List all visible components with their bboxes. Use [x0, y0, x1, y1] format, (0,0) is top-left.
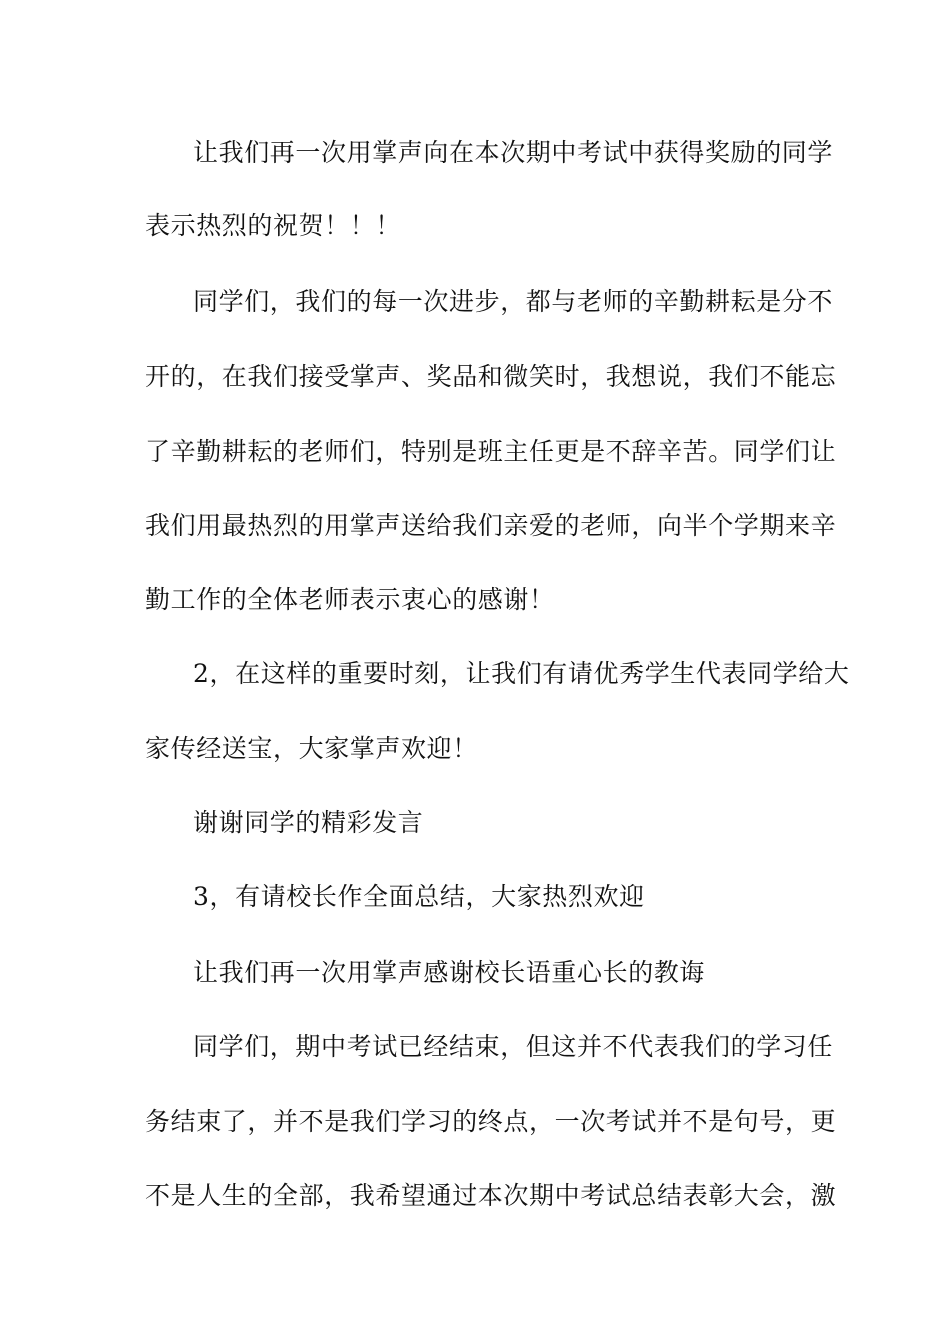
text-line: 勤工作的全体老师表示衷心的感谢！: [145, 585, 555, 614]
text-line: 同学们，我们的每一次进步，都与老师的辛勤耕耘是分不: [193, 287, 834, 316]
text-line: 我们用最热烈的用掌声送给我们亲爱的老师，向半个学期来辛: [145, 511, 837, 540]
text-line: 家传经送宝，大家掌声欢迎！: [145, 734, 478, 763]
text-line: 了辛勤耕耘的老师们，特别是班主任更是不辞辛苦。同学们让: [145, 437, 837, 466]
text-line: 同学们，期中考试已经结束，但这并不代表我们的学习任: [193, 1032, 834, 1061]
text-line: 务结束了，并不是我们学习的终点，一次考试并不是句号，更: [145, 1107, 837, 1136]
text-line: 2，在这样的重要时刻，让我们有请优秀学生代表同学给大: [193, 659, 850, 688]
text-line: 不是人生的全部，我希望通过本次期中考试总结表彰大会，激: [145, 1181, 837, 1210]
text-line: 开的，在我们接受掌声、奖品和微笑时，我想说，我们不能忘: [145, 362, 837, 391]
text-line: 谢谢同学的精彩发言: [193, 808, 424, 837]
text-line: 让我们再一次用掌声感谢校长语重心长的教诲: [193, 958, 706, 987]
text-line: 让我们再一次用掌声向在本次期中考试中获得奖励的同学: [193, 138, 834, 167]
text-line: 表示热烈的祝贺！！！: [145, 211, 402, 240]
text-line: 3，有请校长作全面总结，大家热烈欢迎: [193, 882, 645, 911]
